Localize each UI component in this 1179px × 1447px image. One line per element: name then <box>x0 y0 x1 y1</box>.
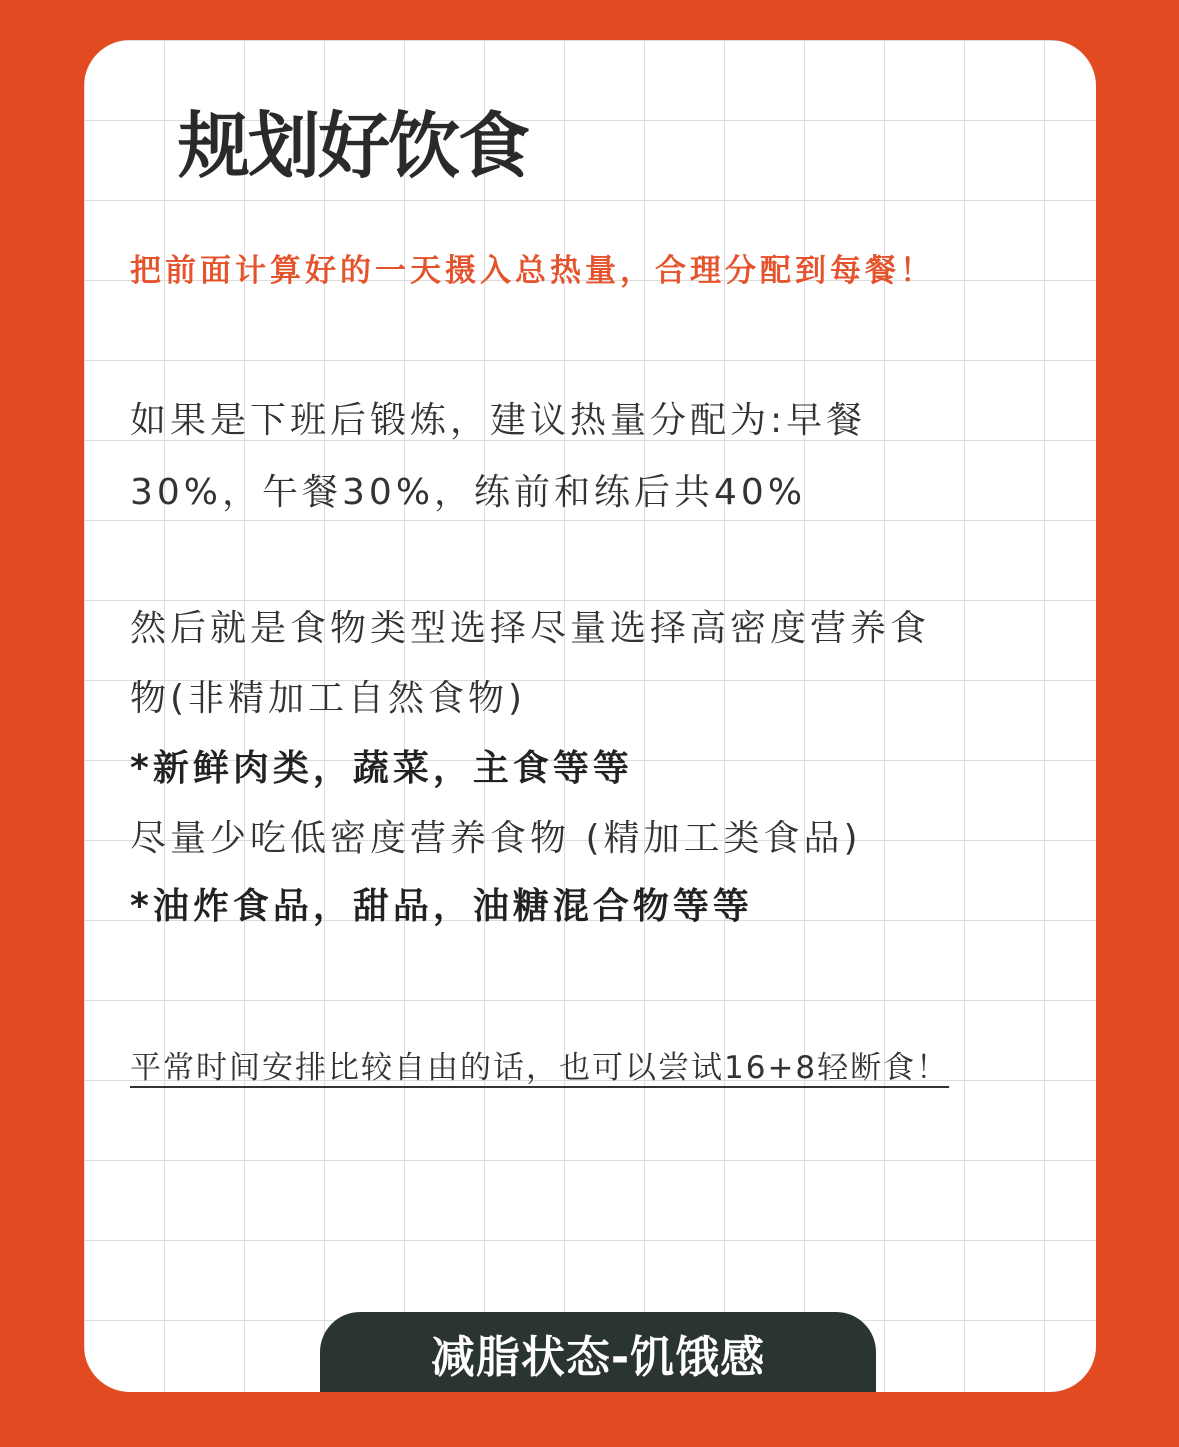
highlight-text: 把前面计算好的一天摄入总热量，合理分配到每餐！ <box>130 253 935 289</box>
paragraph-line: 30%，午餐30%，练前和练后共40% <box>130 472 807 513</box>
footer-note: 平常时间安排比较自由的话，也可以尝试16+8轻断食！ <box>130 1050 950 1086</box>
bottom-tab[interactable] <box>320 1312 876 1392</box>
paragraph-line: 尽量少吃低密度营养食物 (精加工类食品) <box>130 818 862 859</box>
paragraph-line: 然后就是食物类型选择尽量选择高密度营养食 <box>130 608 931 649</box>
bottom-tab-label: 减脂状态-饥饿感 <box>430 1332 766 1383</box>
bold-example-line: *油炸食品，甜品，油糖混合物等等 <box>130 886 753 927</box>
bold-example-line: *新鲜肉类，蔬菜，主食等等 <box>130 748 633 789</box>
paragraph-line: 如果是下班后锻炼，建议热量分配为:早餐 <box>130 400 867 441</box>
content-card <box>84 40 1096 1392</box>
paragraph-line: 物(非精加工自然食物) <box>130 678 527 719</box>
page-title: 规划好饮食 <box>178 104 529 188</box>
